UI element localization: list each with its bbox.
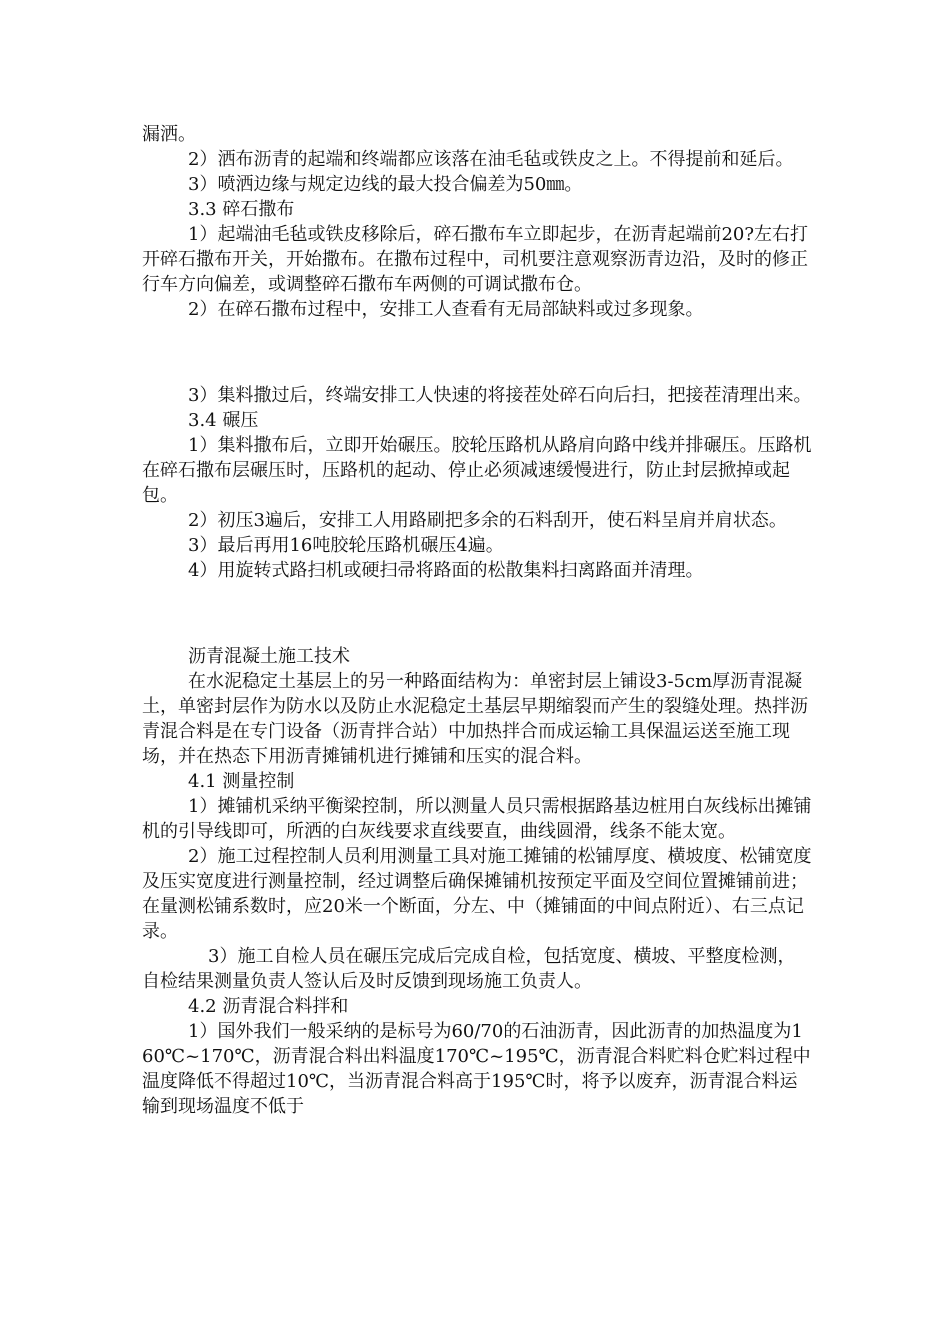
paragraph: 2）在碎石撒布过程中，安排工人查看有无局部缺料或过多现象。 xyxy=(188,299,704,320)
paragraph: 3.4 碾压 xyxy=(188,410,259,431)
paragraph: 1）摊铺机采纳平衡梁控制，所以测量人员只需根据路基边桩用白灰线标出摊铺机的引导线即可，所洒的白灰线要求直线要直，曲线圆滑，线条不能太宽。 xyxy=(142,796,812,842)
paragraph: 漏洒。 xyxy=(142,124,196,145)
document-body xyxy=(142,122,812,1119)
paragraph: 2）施工过程控制人员利用测量工具对施工摊铺的松铺厚度、横坡度、松铺宽度及压实宽度进行测量控制，经过调整后确保摊铺机按预定平面及空间位置摊铺前进；在量测松铺系数时，应20米一个断面，分左、中（摊铺面的中间点附近）、右三点记录。 xyxy=(142,846,812,942)
paragraph: 1）集料撒布后，立即开始碾压。胶轮压路机从路肩向路中线并排碾压。压路机在碎石撒布层碾压时，压路机的起动、停止必须减速缓慢进行，防止封层掀掉或起包。 xyxy=(142,435,812,506)
paragraph: 2）洒布沥青的起端和终端都应该落在油毛毡或铁皮之上。不得提前和延后。 xyxy=(188,149,794,170)
paragraph: 3）喷洒边缘与规定边线的最大投合偏差为50㎜。 xyxy=(188,174,583,195)
paragraph: 3）最后再用16吨胶轮压路机碾压4遍。 xyxy=(188,535,504,556)
paragraph: 在水泥稳定土基层上的另一种路面结构为：单密封层上铺设3-5cm厚沥青混凝土，单密封层作为防水以及防止水泥稳定土基层早期缩裂而产生的裂缝处理。热拌沥青混合料是在专门设备（沥青拌合站）中加热拌合而成运输工具保温运送至施工现场，并在热态下用沥青摊铺机进行摊铺和压实的混合料。 xyxy=(142,671,808,767)
paragraph: 1）起端油毛毡或铁皮移除后，碎石撒布车立即起步，在沥青起端前20?左右打开碎石撒布开关，开始撒布。在撒布过程中，司机要注意观察沥青边沿，及时的修正行车方向偏差，或调整碎石撒布车两侧的可调试撒布仓。 xyxy=(142,224,809,295)
paragraph: 3）集料撒过后，终端安排工人快速的将接茬处碎石向后扫，把接茬清理出来。 xyxy=(188,385,812,406)
paragraph: 4.1 测量控制 xyxy=(188,771,295,792)
paragraph: 4）用旋转式路扫机或硬扫帚将路面的松散集料扫离路面并清理。 xyxy=(188,560,704,581)
blank-line xyxy=(142,340,812,365)
blank-line xyxy=(142,601,812,626)
paragraph: 4.2 沥青混合料拌和 xyxy=(188,996,349,1017)
paragraph: 1）国外我们一般采纳的是标号为60/70的石油沥青，因此沥青的加热温度为160℃~170℃，沥青混合料出料温度170℃~195℃，沥青混合料贮料仓贮料过程中温度降低不得超过10℃，当沥青混合料高于195℃时，将予以废弃，沥青混合料运输到现场温度不低于 xyxy=(142,1021,811,1117)
paragraph: 3.3 碎石撒布 xyxy=(188,199,295,220)
paragraph: 3）施工自检人员在碾压完成后完成自检，包括宽度、横坡、平整度检测，自检结果测量负责人签认后及时反馈到现场施工负责人。 xyxy=(142,946,796,992)
paragraph: 2）初压3遍后，安排工人用路刷把多余的石料刮开，使石料呈肩并肩状态。 xyxy=(188,510,787,531)
paragraph: 沥青混凝土施工技术 xyxy=(188,646,350,667)
